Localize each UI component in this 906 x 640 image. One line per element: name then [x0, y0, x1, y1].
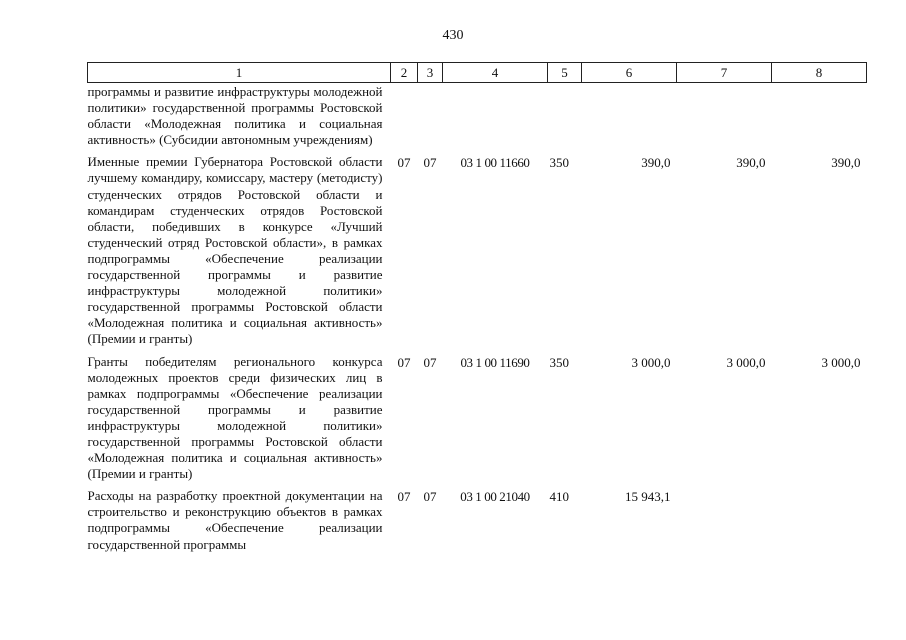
row-description — [88, 488, 391, 558]
header-row — [88, 63, 867, 83]
row-rz: 07 — [397, 489, 411, 505]
row-csr: 03 1 00 21040 — [460, 489, 530, 505]
row-vr: 410 — [549, 489, 569, 505]
row-year1: 3 000,0 — [631, 354, 671, 370]
row-year2: 390,0 — [736, 155, 766, 171]
table-row — [88, 354, 867, 489]
row-description-text: Расходы на разработку проектной документации на строительство и реконструкцию объектов в рамках подпрограммы «Обеспечение реализации государственной программы — [87, 488, 383, 552]
row-description-text: Гранты победителям регионального конкурса молодежных проектов среди физических лиц в рамках подпрограммы «Обеспечение реализации государственной программы и развитие инфраструктуры молодежной политики» государственной программы Ростовской области «Молодежная политика и социальная активность» (Премии и гранты) — [87, 353, 383, 482]
row-description-text: Именные премии Губернатора Ростовской области лучшему командиру, комиссару, мастеру (методисту) студенческих отрядов Ростовской области и командирам студенческих отрядов Ростовской области, победивших в конкурсе «Лучший студенческий отряд Ростовской области», в рамках подпрограммы «Обеспечение реализации государственной программы и развитие инфраструктуры молодежной политики» государственной программы Ростовской области «Молодежная политика и социальная активность» (Премии и гранты) — [87, 154, 383, 347]
row-csr: 03 1 00 11660 — [460, 155, 530, 171]
row-year2 — [677, 488, 772, 558]
row-description — [88, 83, 391, 155]
row-rz — [391, 83, 418, 155]
row-year3: 3 000,0 — [821, 354, 861, 370]
row-year1 — [582, 83, 677, 155]
row-csr — [443, 83, 548, 155]
row-year1: 15 943,1 — [625, 489, 671, 505]
row-year2 — [677, 83, 772, 155]
header-col-4: 4 — [443, 63, 548, 83]
row-year3: 390,0 — [831, 155, 861, 171]
row-description — [88, 354, 391, 489]
header-col-1: 1 — [88, 63, 391, 83]
table-row — [88, 83, 867, 155]
header-col-7: 7 — [677, 63, 772, 83]
row-vr: 350 — [549, 354, 569, 370]
header-col-5: 5 — [548, 63, 582, 83]
page-number: 430 — [442, 28, 464, 43]
row-pr: 07 — [423, 155, 437, 171]
header-col-2: 2 — [391, 63, 418, 83]
table-row — [88, 154, 867, 353]
row-csr: 03 1 00 11690 — [460, 354, 530, 370]
budget-table — [87, 62, 867, 559]
row-description-text: программы и развитие инфраструктуры молодежной политики» государственной программы Ростовской области «Молодежная политика и социальная активность» (Субсидии автономным учреждениям) — [87, 84, 383, 148]
row-year1: 390,0 — [641, 155, 671, 171]
row-year3 — [772, 488, 867, 558]
header-col-3: 3 — [418, 63, 443, 83]
row-pr — [418, 83, 443, 155]
row-rz: 07 — [397, 155, 411, 171]
header-col-8: 8 — [772, 63, 867, 83]
row-pr: 07 — [423, 489, 437, 505]
row-description — [88, 154, 391, 353]
row-vr — [548, 83, 582, 155]
table-row — [88, 488, 867, 558]
row-pr: 07 — [423, 354, 437, 370]
header-col-6: 6 — [582, 63, 677, 83]
row-vr: 350 — [549, 155, 569, 171]
row-year2: 3 000,0 — [726, 354, 766, 370]
row-rz: 07 — [397, 354, 411, 370]
row-year3 — [772, 83, 867, 155]
